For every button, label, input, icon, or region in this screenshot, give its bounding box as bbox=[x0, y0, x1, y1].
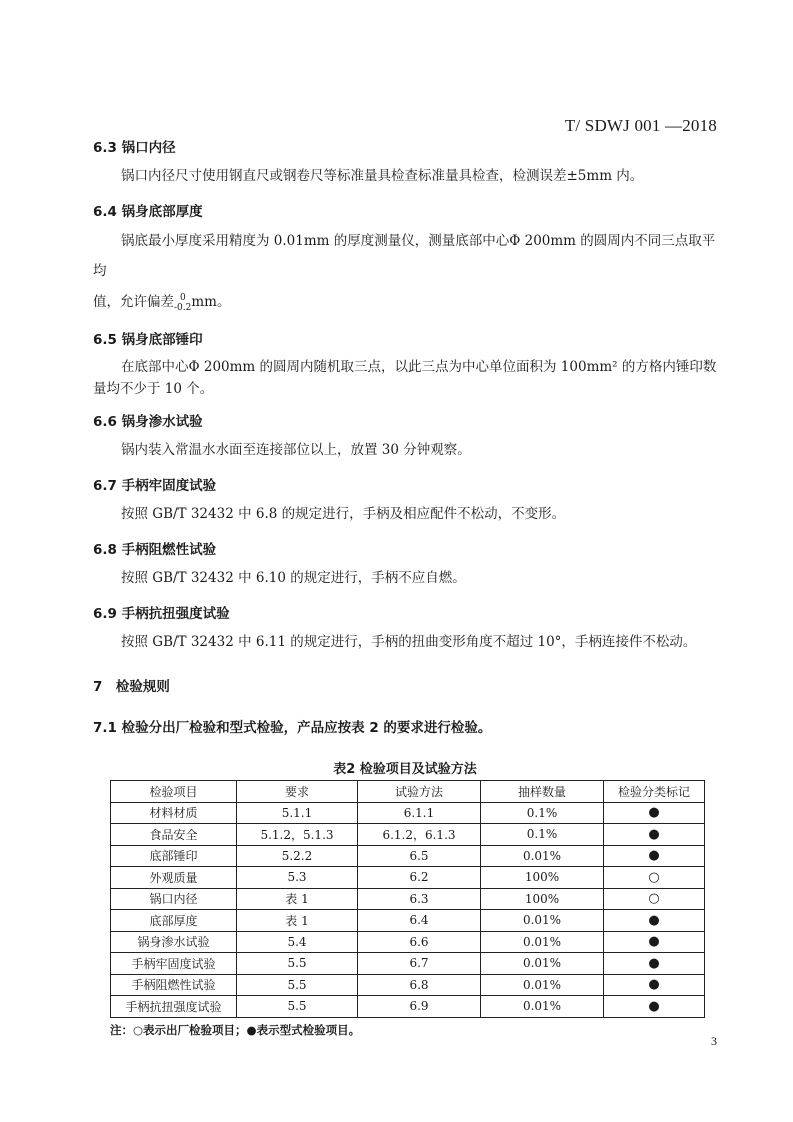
body-text: mm。 bbox=[191, 294, 231, 310]
table-cell: 0.01% bbox=[481, 996, 604, 1018]
table-header-row bbox=[111, 781, 705, 803]
table-row bbox=[111, 802, 705, 824]
classification-mark: ● bbox=[604, 845, 705, 867]
table-cell: 5.3 bbox=[237, 867, 358, 889]
column-header: 检验项目 bbox=[111, 781, 237, 803]
table-cell: 6.2 bbox=[358, 867, 481, 889]
section-title: 手柄抗扭强度试验 bbox=[121, 606, 230, 622]
section-heading bbox=[93, 476, 717, 496]
table-cell: 0.01% bbox=[481, 845, 604, 867]
section-title: 锅身底部锤印 bbox=[121, 332, 203, 348]
tolerance-lower: -0.2 bbox=[174, 302, 192, 313]
table-row bbox=[111, 824, 705, 846]
section-title: 手柄阻燃性试验 bbox=[121, 542, 217, 558]
chapter-heading: 7 检验规则 bbox=[93, 679, 170, 695]
section-number: 6.8 bbox=[93, 542, 117, 558]
table-title: 表2 检验项目及试验方法 bbox=[333, 762, 477, 777]
table-cell: 手柄阻燃性试验 bbox=[111, 974, 237, 996]
table-cell: 5.4 bbox=[237, 931, 358, 953]
subsection-heading: 7.1 检验分出厂检验和型式检验，产品应按表 2 的要求进行检验。 bbox=[93, 720, 492, 736]
classification-mark: ● bbox=[604, 974, 705, 996]
section-number: 6.4 bbox=[93, 204, 117, 220]
classification-mark: ● bbox=[604, 802, 705, 824]
table-cell: 0.1% bbox=[481, 824, 604, 846]
table-cell: 手柄牢固度试验 bbox=[111, 953, 237, 975]
section-title: 锅口内径 bbox=[121, 140, 176, 156]
section-body: 锅口内径尺寸使用钢直尺或钢卷尺等标准量具检查标准量具检查，检测误差±5mm 内。 bbox=[121, 168, 644, 184]
table-row bbox=[111, 910, 705, 932]
table-cell: 6.1.1 bbox=[358, 802, 481, 824]
table-cell: 6.4 bbox=[358, 910, 481, 932]
table-cell: 0.1% bbox=[481, 802, 604, 824]
column-header: 试验方法 bbox=[358, 781, 481, 803]
table-cell: 0.01% bbox=[481, 910, 604, 932]
table-cell: 6.8 bbox=[358, 974, 481, 996]
table-cell: 锅身渗水试验 bbox=[111, 931, 237, 953]
table-cell: 6.5 bbox=[358, 845, 481, 867]
table-row bbox=[111, 996, 705, 1018]
table-cell: 6.1.2，6.1.3 bbox=[358, 824, 481, 846]
classification-mark: ○ bbox=[604, 888, 705, 910]
classification-mark: ● bbox=[604, 910, 705, 932]
tolerance-upper: 0 bbox=[180, 292, 186, 303]
section-body-line2 bbox=[93, 286, 717, 318]
table-cell: 锅口内径 bbox=[111, 888, 237, 910]
classification-mark: ● bbox=[604, 824, 705, 846]
section-number: 6.3 bbox=[93, 140, 117, 156]
section-6-7 bbox=[93, 476, 717, 529]
column-header: 抽样数量 bbox=[481, 781, 604, 803]
table-cell: 底部锤印 bbox=[111, 845, 237, 867]
tolerance bbox=[174, 293, 191, 313]
table-cell: 6.3 bbox=[358, 888, 481, 910]
table-cell: 材料材质 bbox=[111, 802, 237, 824]
section-heading bbox=[93, 412, 717, 432]
section-heading bbox=[93, 330, 717, 350]
section-6-9 bbox=[93, 604, 717, 657]
page-number: 3 bbox=[711, 1034, 717, 1048]
inspection-table bbox=[110, 780, 705, 1018]
table-cell: 5.5 bbox=[237, 996, 358, 1018]
section-number: 6.9 bbox=[93, 606, 117, 622]
table-cell: 手柄抗扭强度试验 bbox=[111, 996, 237, 1018]
table-cell: 5.5 bbox=[237, 974, 358, 996]
classification-mark: ○ bbox=[604, 867, 705, 889]
section-body: 锅底最小厚度采用精度为 0.01mm 的厚度测量仪，测量底部中心Φ 200mm 的圆周内不同三点取平均 bbox=[93, 233, 716, 279]
table-cell: 0.01% bbox=[481, 974, 604, 996]
table-cell: 表 1 bbox=[237, 910, 358, 932]
table-row bbox=[111, 974, 705, 996]
table-note: 注：○表示出厂检验项目；●表示型式检验项目。 bbox=[110, 1022, 361, 1037]
table-row bbox=[111, 953, 705, 975]
section-number: 6.6 bbox=[93, 414, 117, 430]
section-title: 手柄牢固度试验 bbox=[121, 478, 217, 494]
section-heading bbox=[93, 202, 717, 222]
table-cell: 5.2.2 bbox=[237, 845, 358, 867]
table-cell: 6.6 bbox=[358, 931, 481, 953]
section-heading bbox=[93, 138, 717, 158]
section-title: 锅身底部厚度 bbox=[121, 204, 203, 220]
table-cell: 5.5 bbox=[237, 953, 358, 975]
document-code: T/ SDWJ 001 —2018 bbox=[564, 116, 717, 135]
table-cell: 外观质量 bbox=[111, 867, 237, 889]
section-6-6 bbox=[93, 412, 717, 465]
table-cell: 表 1 bbox=[237, 888, 358, 910]
table-cell: 底部厚度 bbox=[111, 910, 237, 932]
section-heading bbox=[93, 604, 717, 624]
table-cell: 0.01% bbox=[481, 931, 604, 953]
section-body: 在底部中心Φ 200mm 的圆周内随机取三点，以此三点为中心单位面积为 100mm² 的方格内锤印数量均不少于 10 个。 bbox=[93, 359, 717, 397]
column-header: 检验分类标记 bbox=[604, 781, 705, 803]
body-text: 值，允许偏差 bbox=[93, 294, 174, 310]
section-6-4 bbox=[93, 202, 717, 318]
table-cell: 0.01% bbox=[481, 953, 604, 975]
section-title: 锅身渗水试验 bbox=[121, 414, 203, 430]
section-body: 按照 GB/T 32432 中 6.10 的规定进行，手柄不应自燃。 bbox=[121, 570, 466, 586]
section-body: 按照 GB/T 32432 中 6.11 的规定进行，手柄的扭曲变形角度不超过 10°，手柄连接件不松动。 bbox=[121, 634, 697, 650]
classification-mark: ● bbox=[604, 996, 705, 1018]
table-cell: 6.9 bbox=[358, 996, 481, 1018]
table-row bbox=[111, 867, 705, 889]
classification-mark: ● bbox=[604, 953, 705, 975]
table-row bbox=[111, 845, 705, 867]
table-row bbox=[111, 888, 705, 910]
classification-mark: ● bbox=[604, 931, 705, 953]
table-cell: 食品安全 bbox=[111, 824, 237, 846]
section-body: 锅内装入常温水水面至连接部位以上，放置 30 分钟观察。 bbox=[121, 442, 471, 458]
section-number: 6.7 bbox=[93, 478, 117, 494]
table-cell: 5.1.1 bbox=[237, 802, 358, 824]
page-content bbox=[93, 138, 717, 1038]
section-6-8 bbox=[93, 540, 717, 593]
table-row bbox=[111, 931, 705, 953]
section-6-5 bbox=[93, 330, 717, 400]
table-cell: 100% bbox=[481, 888, 604, 910]
table-cell: 5.1.2，5.1.3 bbox=[237, 824, 358, 846]
table-cell: 6.7 bbox=[358, 953, 481, 975]
section-6-3 bbox=[93, 138, 717, 191]
section-heading bbox=[93, 540, 717, 560]
section-number: 6.5 bbox=[93, 332, 117, 348]
column-header: 要求 bbox=[237, 781, 358, 803]
table-cell: 100% bbox=[481, 867, 604, 889]
section-body: 按照 GB/T 32432 中 6.8 的规定进行，手柄及相应配件不松动，不变形。 bbox=[121, 506, 566, 522]
